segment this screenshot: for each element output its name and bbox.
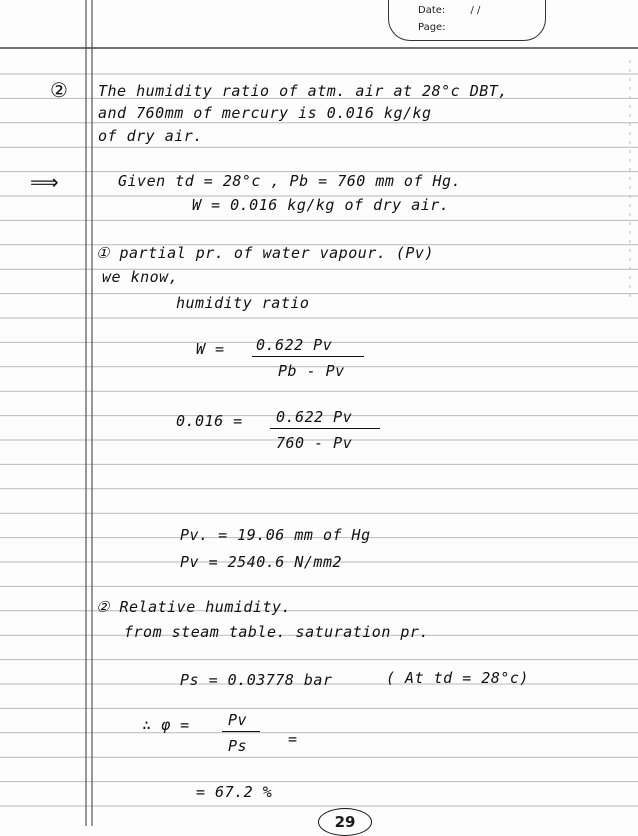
humidity-ratio-subheading: humidity ratio xyxy=(176,294,310,312)
eq1-numerator: 0.622 Pv xyxy=(256,336,333,354)
phi-numerator: Pv xyxy=(228,711,248,729)
eq1-lhs: W = xyxy=(196,340,225,358)
result-pv-n: Pv = 2540.6 N/mm2 xyxy=(180,553,343,571)
phi-equals: = xyxy=(288,730,298,748)
result-pv-mm: Pv. = 19.06 mm of Hg xyxy=(180,526,371,544)
ps-note: ( At td = 28°c) xyxy=(386,669,529,687)
problem-line-1: The humidity ratio of atm. air at 28°c DBT, xyxy=(98,82,508,100)
ps-value: Ps = 0.03778 bar xyxy=(180,671,333,689)
question-number: ② xyxy=(50,78,69,102)
date-slashes: / / xyxy=(470,5,481,16)
part1-heading: ① partial pr. of water vapour. (Pv) xyxy=(96,244,434,262)
phi-result: = 67.2 % xyxy=(196,783,273,801)
problem-line-2: and 760mm of mercury is 0.016 kg/kg xyxy=(98,104,432,122)
problem-line-3: of dry air. xyxy=(98,127,203,145)
given-arrow: ⟹ xyxy=(30,170,60,194)
we-know-text: we know, xyxy=(102,268,179,286)
phi-denominator: Ps xyxy=(228,737,248,755)
given-line-1: Given td = 28°c , Pb = 760 mm of Hg. xyxy=(118,172,462,190)
page-label: Page: xyxy=(418,22,446,33)
eq2-denominator: 760 - Pv xyxy=(276,434,353,452)
eq1-denominator: Pb - Pv xyxy=(278,362,345,380)
eq1-fraction-bar xyxy=(252,356,364,357)
eq2-numerator: 0.622 Pv xyxy=(276,408,353,426)
phi-fraction-bar xyxy=(222,731,260,732)
page-number: 29 xyxy=(318,808,372,836)
eq2-fraction-bar xyxy=(270,428,380,429)
eq2-lhs: 0.016 = xyxy=(176,412,243,430)
part2-heading: ② Relative humidity. xyxy=(96,598,292,616)
given-line-2: W = 0.016 kg/kg of dry air. xyxy=(192,196,450,214)
steam-table-text: from steam table. saturation pr. xyxy=(124,623,429,641)
date-label: Date: xyxy=(418,5,446,16)
date-row xyxy=(418,5,480,16)
phi-lhs: ∴ φ = xyxy=(142,716,190,734)
